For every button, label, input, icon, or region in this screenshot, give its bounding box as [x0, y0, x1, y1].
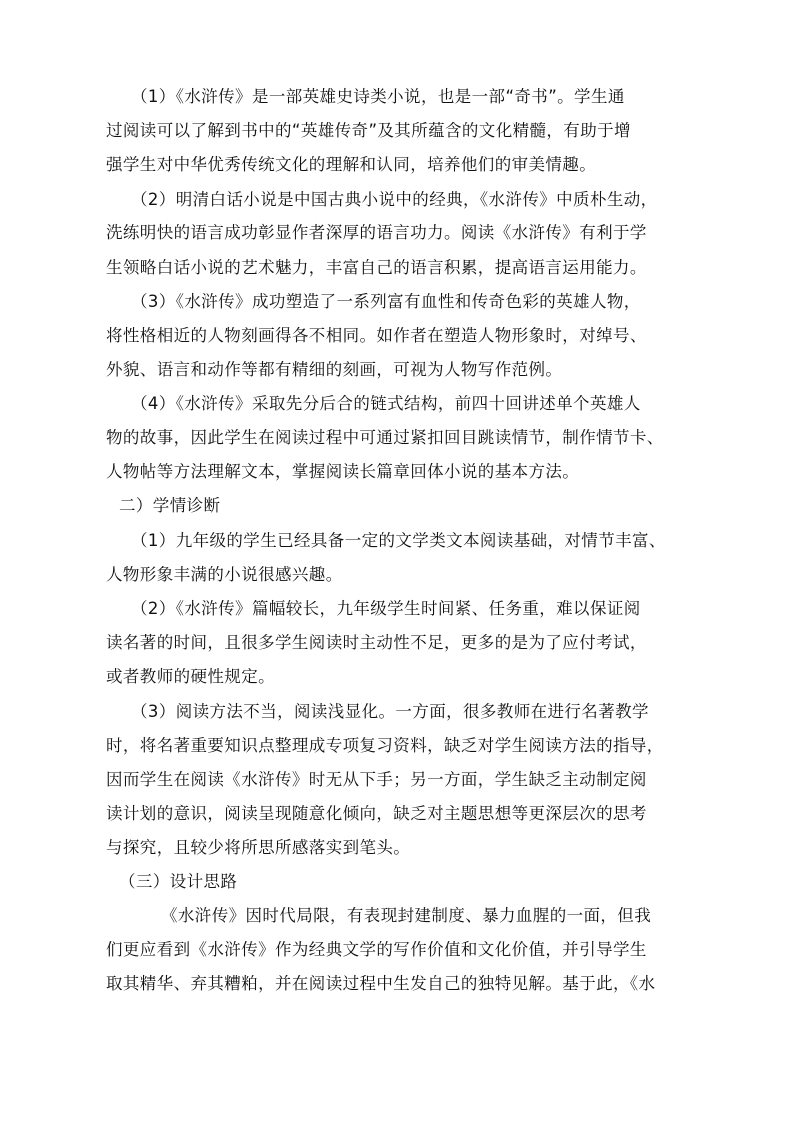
text-line: 洗练明快的语言成功彰显作者深厚的语言功力。阅读《水浒传》有利于学: [106, 223, 647, 242]
text-line: 生领略白话小说的艺术魅力，丰富自己的语言积累，提高语言运用能力。: [106, 258, 647, 277]
text-line: 《水浒传》因时代局限，有表现封建制度、暴力血腥的一面，但我: [161, 906, 652, 925]
text-line: （3）《水浒传》成功塑造了一系列富有血性和传奇色彩的英雄人物，: [131, 292, 641, 311]
text-line: 与探究，且较少将所思所感落实到笔头。: [106, 838, 411, 857]
text-line: 过阅读可以了解到书中的“英雄传奇”及其所蕴含的文化精髓，有助于增: [106, 121, 631, 140]
text-line: 取其精华、弃其糟粕，并在阅读过程中生发自己的独特见解。基于此，《水: [106, 974, 656, 993]
text-line: 因而学生在阅读《水浒传》时无从下手；另一方面，学生缺乏主动制定阅: [106, 770, 647, 789]
text-line: （1）《水浒传》是一部英雄史诗类小说，也是一部“奇书”。学生通: [131, 87, 625, 106]
text-line: 们更应看到《水浒传》作为经典文学的写作价值和文化价值，并引导学生: [106, 940, 647, 959]
text-line: 强学生对中华优秀传统文化的理解和认同，培养他们的审美情趣。: [106, 155, 597, 174]
text-line: 物的故事，因此学生在阅读过程中可通过紧扣回目跳读情节，制作情节卡、: [106, 428, 664, 447]
text-line: 读名著的时间，且很多学生阅读时主动性不足，更多的是为了应付考试，: [106, 633, 647, 652]
text-line: 或者教师的硬性规定。: [106, 667, 275, 686]
section-heading: 二）学情诊断: [119, 496, 221, 515]
text-line: （1）九年级的学生已经具备一定的文学类文本阅读基础，对情节丰富、: [131, 531, 666, 550]
text-line: 读计划的意识，阅读呈现随意化倾向，缺乏对主题思想等更深层次的思考: [106, 804, 647, 823]
text-line: 时，将名著重要知识点整理成专项复习资料，缺乏对学生阅读方法的指导，: [106, 736, 664, 755]
text-line: （4）《水浒传》采取先分后合的链式结构，前四十回讲述单个英雄人: [131, 394, 641, 413]
text-line: 人物形象丰满的小说很感兴趣。: [106, 565, 343, 584]
text-line: （3）阅读方法不当，阅读浅显化。一方面，很多教师在进行名著教学: [131, 702, 649, 721]
text-line: 将性格相近的人物刻画得各不相同。如作者在塑造人物形象时，对绰号、: [106, 326, 647, 345]
text-line: 人物帖等方法理解文本，掌握阅读长篇章回体小说的基本方法。: [106, 462, 580, 481]
section-heading: （三）设计思路: [119, 872, 238, 891]
text-line: （2）《水浒传》篇幅较长，九年级学生时间紧、任务重，难以保证阅: [131, 599, 641, 618]
text-line: （2）明清白话小说是中国古典小说中的经典，《水浒传》中质朴生动，: [131, 190, 658, 209]
text-line: 外貌、语言和动作等都有精细的刻画，可视为人物写作范例。: [106, 360, 563, 379]
